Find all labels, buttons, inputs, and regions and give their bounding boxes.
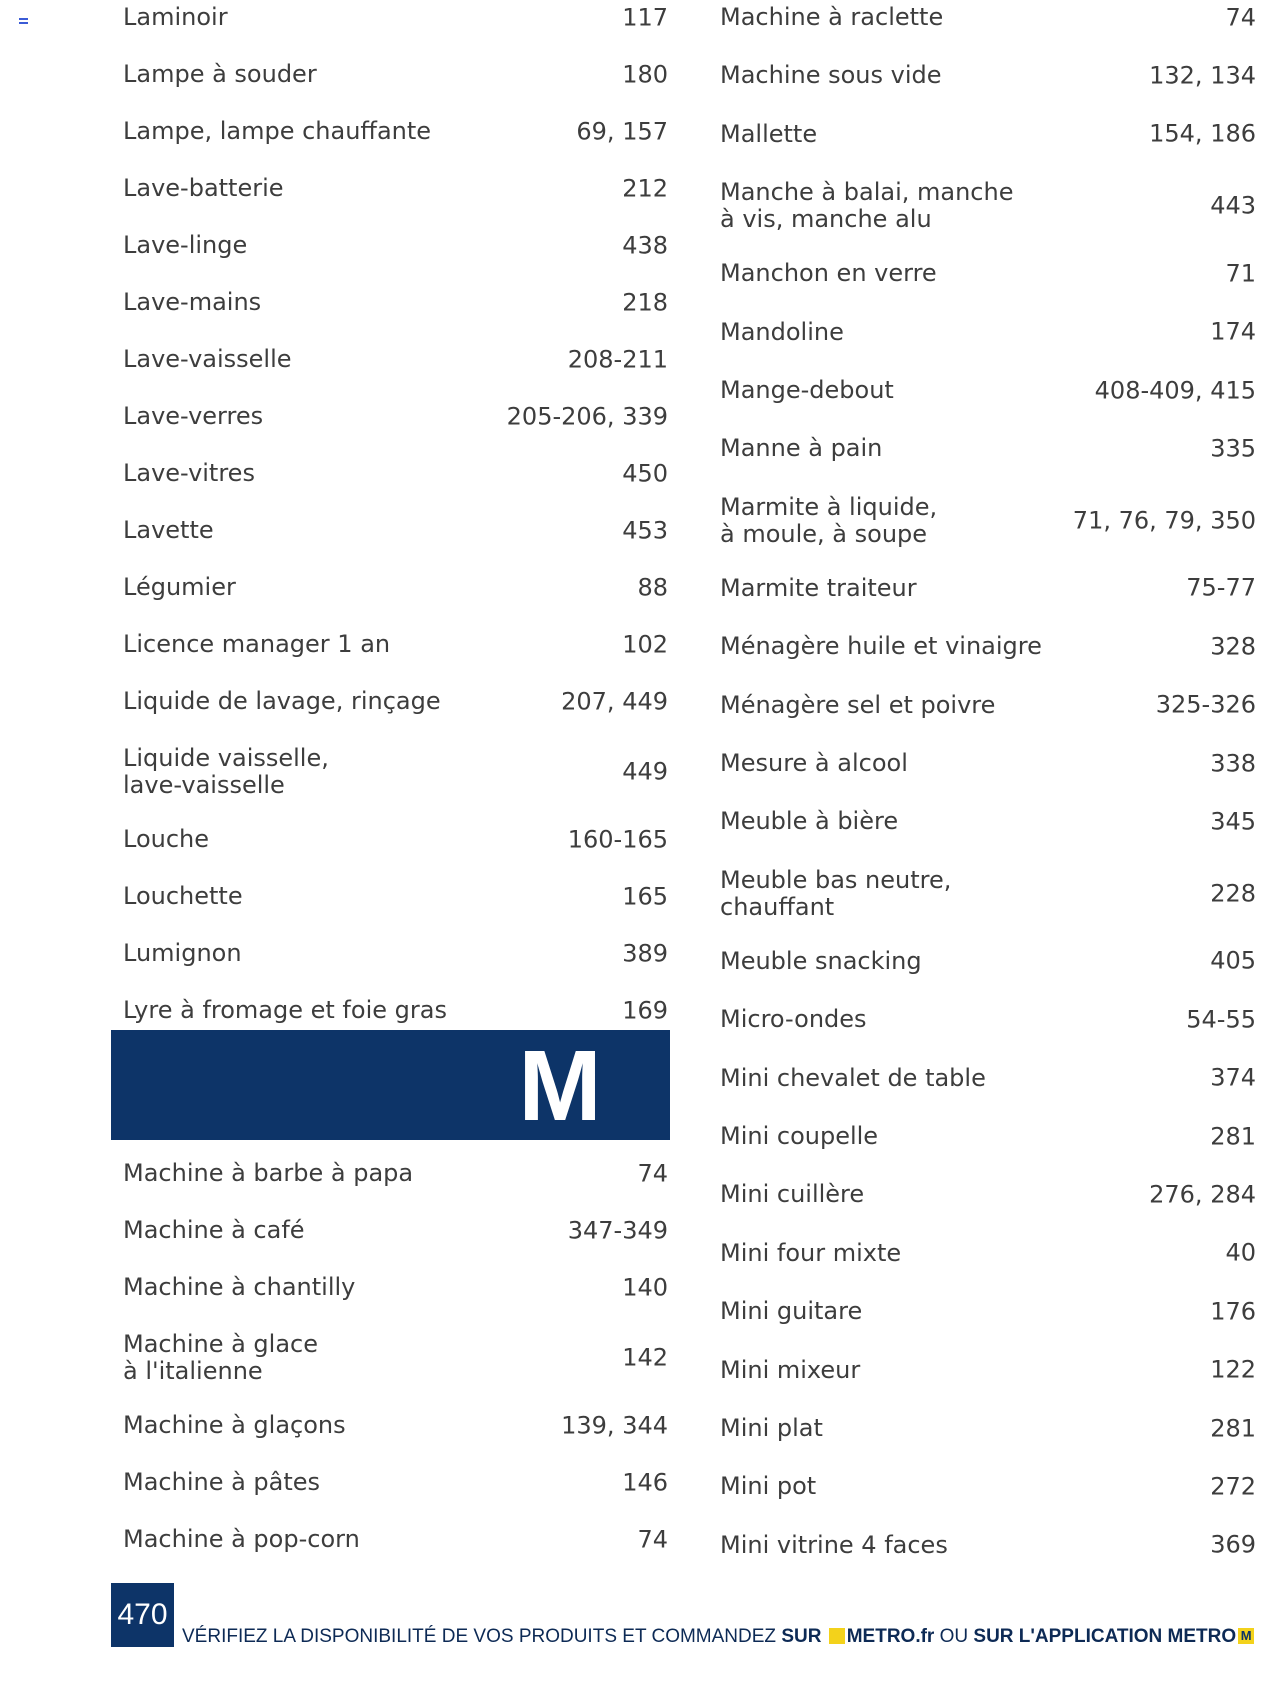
index-page-ref: 408-409, 415 xyxy=(1094,376,1256,404)
index-page-ref: 449 xyxy=(622,757,668,786)
index-page-ref: 54-55 xyxy=(1186,1005,1256,1034)
index-page-ref: 165 xyxy=(622,882,668,910)
index-page-ref: 154, 186 xyxy=(1149,119,1256,148)
index-entry xyxy=(123,940,668,967)
index-entry xyxy=(720,121,1256,148)
index-entry xyxy=(720,435,1256,462)
index-page-ref: 347-349 xyxy=(567,1216,668,1244)
index-entry xyxy=(123,403,668,430)
index-entry xyxy=(123,883,668,910)
index-term: Meuble bas neutre, chauffant xyxy=(720,865,952,921)
index-term: Lave-mains xyxy=(123,288,262,316)
index-page-ref: 207, 449 xyxy=(561,687,668,715)
index-entry xyxy=(720,1357,1256,1384)
index-term: Louchette xyxy=(123,882,243,910)
index-term: Lave-batterie xyxy=(123,174,284,202)
index-entry xyxy=(720,62,1256,89)
index-entry xyxy=(123,517,668,544)
index-term: Légumier xyxy=(123,573,236,601)
index-term: Lave-verres xyxy=(123,402,264,430)
index-entry xyxy=(720,1006,1256,1033)
index-entry xyxy=(123,826,668,853)
index-page-ref: 180 xyxy=(622,60,668,88)
index-term: Mini cuillère xyxy=(720,1180,865,1209)
index-page-ref: 122 xyxy=(1210,1355,1256,1384)
index-page-ref: 345 xyxy=(1210,807,1256,836)
index-entry xyxy=(123,574,668,601)
index-page-ref: 174 xyxy=(1210,317,1256,346)
section-header-m xyxy=(111,1030,670,1140)
index-entry xyxy=(123,1160,668,1187)
metro-app-icon xyxy=(1238,1628,1254,1644)
index-entry xyxy=(720,494,1256,548)
index-entry xyxy=(123,346,668,373)
index-entry xyxy=(720,808,1256,835)
index-entry xyxy=(123,4,668,31)
index-page-ref: 212 xyxy=(622,174,668,202)
index-term: Machine à café xyxy=(123,1216,305,1244)
index-term: Lave-linge xyxy=(123,231,248,259)
index-term: Machine à barbe à papa xyxy=(123,1159,414,1187)
index-page-ref: 74 xyxy=(637,1525,668,1553)
index-page-ref: 438 xyxy=(622,231,668,259)
index-page-ref: 281 xyxy=(1210,1414,1256,1442)
index-entry xyxy=(720,633,1256,660)
index-page-ref: 281 xyxy=(1210,1122,1256,1150)
index-entry xyxy=(123,460,668,487)
index-entry xyxy=(123,631,668,658)
index-entry xyxy=(720,319,1256,346)
index-entry xyxy=(123,289,668,316)
index-entry xyxy=(720,1532,1256,1559)
index-page-ref: 405 xyxy=(1210,946,1256,975)
index-entry xyxy=(720,750,1256,777)
index-term: Mini guitare xyxy=(720,1297,863,1326)
index-term: Lave-vitres xyxy=(123,459,255,487)
index-page-ref: 146 xyxy=(622,1468,668,1496)
index-page-ref: 71, 76, 79, 350 xyxy=(1072,506,1256,535)
index-page-ref: 218 xyxy=(622,288,668,316)
index-term: Ménagère sel et poivre xyxy=(720,690,996,719)
index-page-ref: 228 xyxy=(1210,879,1256,908)
index-page-ref: 102 xyxy=(622,630,668,658)
index-term: Manche à balai, manche à vis, manche alu xyxy=(720,178,1014,234)
index-entry xyxy=(720,692,1256,719)
index-term: Mini mixeur xyxy=(720,1355,861,1384)
index-term: Mange-debout xyxy=(720,376,894,404)
index-page-ref: 40 xyxy=(1225,1238,1256,1267)
index-entry xyxy=(123,688,668,715)
index-page-ref: 132, 134 xyxy=(1149,61,1256,90)
index-entry xyxy=(123,997,668,1024)
index-term: Mesure à alcool xyxy=(720,749,908,777)
index-page-ref: 389 xyxy=(622,939,668,967)
index-entry xyxy=(720,867,1256,921)
index-term: Liquide vaisselle, lave-vaisselle xyxy=(123,744,329,799)
index-entry xyxy=(720,1123,1256,1150)
index-entry xyxy=(123,61,668,88)
index-page-ref: 328 xyxy=(1210,632,1256,661)
index-term: Ménagère huile et vinaigre xyxy=(720,632,1042,661)
index-term: Liquide de lavage, rinçage xyxy=(123,687,441,715)
index-term: Lampe, lampe chauffante xyxy=(123,117,432,145)
index-entry xyxy=(720,377,1256,404)
index-entry xyxy=(123,175,668,202)
index-term: Meuble snacking xyxy=(720,946,922,975)
index-term: Mini pot xyxy=(720,1472,817,1501)
index-term: Lyre à fromage et foie gras xyxy=(123,996,447,1024)
index-term: Micro-ondes xyxy=(720,1005,867,1034)
index-term: Machine à chantilly xyxy=(123,1273,356,1301)
index-term: Mini chevalet de table xyxy=(720,1063,986,1092)
corner-mark xyxy=(19,18,28,24)
index-page-ref: 176 xyxy=(1210,1297,1256,1326)
index-term: Lumignon xyxy=(123,939,242,967)
index-page-ref: 142 xyxy=(622,1343,668,1372)
index-term: Laminoir xyxy=(123,3,228,31)
footer-text-ou: OU xyxy=(934,1626,974,1647)
index-term: Mini vitrine 4 faces xyxy=(720,1530,948,1559)
index-term: Marmite à liquide, à moule, à soupe xyxy=(720,492,938,548)
index-term: Mini plat xyxy=(720,1414,823,1442)
index-page-ref: 74 xyxy=(637,1159,668,1187)
index-entry xyxy=(720,1473,1256,1500)
index-term: Lampe à souder xyxy=(123,60,317,88)
index-page-ref: 69, 157 xyxy=(576,117,668,145)
index-page-ref: 75-77 xyxy=(1186,573,1256,602)
footer-text-availability: VÉRIFIEZ LA DISPONIBILITÉ DE VOS PRODUITS ET COMMANDEZ xyxy=(182,1626,782,1647)
section-letter: M xyxy=(518,1030,602,1142)
index-entry xyxy=(123,1217,668,1244)
index-page-ref: 71 xyxy=(1225,259,1256,288)
index-entry xyxy=(123,1526,668,1553)
index-page-ref: 325-326 xyxy=(1155,690,1256,719)
index-entry xyxy=(123,1469,668,1496)
index-entry xyxy=(123,1274,668,1301)
index-term: Mallette xyxy=(720,119,818,148)
index-page-ref: 140 xyxy=(622,1273,668,1301)
index-term: Marmite traiteur xyxy=(720,573,917,602)
index-term: Mini coupelle xyxy=(720,1122,879,1150)
index-entry xyxy=(123,745,668,799)
index-entry xyxy=(123,232,668,259)
index-term: Licence manager 1 an xyxy=(123,630,391,658)
index-entry xyxy=(720,1415,1256,1442)
page-number: 470 xyxy=(111,1583,174,1647)
footer-text-sur: SUR xyxy=(781,1626,827,1647)
index-page-ref: 160-165 xyxy=(567,825,668,853)
index-page-ref: 276, 284 xyxy=(1149,1180,1256,1209)
index-entry xyxy=(123,118,668,145)
index-entry xyxy=(720,575,1256,602)
index-term: Meuble à bière xyxy=(720,807,899,836)
index-term: Lave-vaisselle xyxy=(123,345,292,373)
index-page-ref: 208-211 xyxy=(567,345,668,373)
index-term: Machine à glaçons xyxy=(123,1411,346,1439)
index-term: Machine à glace à l'italienne xyxy=(123,1330,318,1385)
index-entry xyxy=(720,1181,1256,1208)
footer-text-app: SUR L'APPLICATION METRO xyxy=(973,1626,1237,1647)
index-page-ref: 117 xyxy=(622,3,668,31)
footer-banner xyxy=(182,1625,1256,1649)
index-page-ref: 453 xyxy=(622,516,668,544)
index-page-ref: 369 xyxy=(1210,1530,1256,1559)
index-term: Machine à pop-corn xyxy=(123,1525,360,1553)
metro-logo-icon xyxy=(829,1628,845,1644)
index-term: Manchon en verre xyxy=(720,259,937,288)
index-page-ref: 374 xyxy=(1210,1063,1256,1092)
index-entry xyxy=(720,179,1256,233)
index-entry xyxy=(123,1331,668,1385)
index-entry xyxy=(720,1065,1256,1092)
index-page-ref: 272 xyxy=(1210,1472,1256,1501)
footer-link-metro-fr[interactable]: METRO.fr xyxy=(846,1626,935,1647)
index-page-ref: 443 xyxy=(1210,191,1256,220)
index-page-ref: 74 xyxy=(1225,3,1256,31)
index-term: Manne à pain xyxy=(720,434,883,463)
index-entry xyxy=(720,260,1256,287)
index-page-ref: 338 xyxy=(1210,749,1256,777)
index-term: Mandoline xyxy=(720,317,844,346)
index-entry xyxy=(720,1240,1256,1267)
index-entry xyxy=(123,1412,668,1439)
index-entry xyxy=(720,948,1256,975)
index-page-ref: 139, 344 xyxy=(561,1411,668,1439)
index-entry xyxy=(720,4,1256,31)
index-term: Lavette xyxy=(123,516,214,544)
index-term: Machine à pâtes xyxy=(123,1468,321,1496)
index-entry xyxy=(720,1298,1256,1325)
index-page-ref: 169 xyxy=(622,996,668,1024)
index-term: Machine sous vide xyxy=(720,61,942,90)
index-page-ref: 88 xyxy=(637,573,668,601)
index-page-ref: 335 xyxy=(1210,434,1256,463)
index-term: Louche xyxy=(123,825,210,853)
index-term: Machine à raclette xyxy=(720,3,944,31)
index-page-ref: 450 xyxy=(622,459,668,487)
index-term: Mini four mixte xyxy=(720,1238,902,1267)
index-page-ref: 205-206, 339 xyxy=(506,402,668,430)
